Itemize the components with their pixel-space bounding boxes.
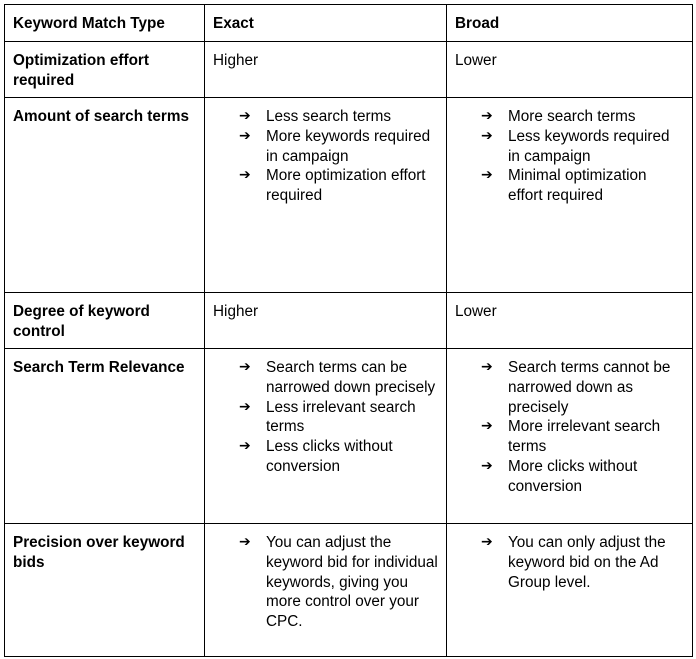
arrow-right-icon: ➔	[481, 167, 493, 184]
exact-list-cell	[205, 524, 447, 657]
list-item: ➔ Search terms can be narrowed down precisely	[239, 359, 436, 396]
exact-list	[213, 533, 438, 632]
table-row	[5, 98, 693, 293]
list-item: ➔ Search terms cannot be narrowed down as precisely	[481, 359, 671, 416]
list-item: ➔ Less keywords required in campaign	[481, 127, 670, 165]
arrow-right-icon: ➔	[481, 127, 493, 144]
broad-list	[455, 107, 684, 206]
exact-list-cell	[205, 98, 447, 293]
list-item: ➔ Minimal optimization effort required	[481, 167, 647, 205]
table-row	[5, 349, 693, 524]
list-item: ➔ Less search terms	[239, 108, 391, 125]
header-row	[5, 5, 693, 42]
table-row	[5, 42, 693, 98]
exact-list	[213, 107, 438, 206]
exact-value: Higher	[205, 293, 447, 349]
row-label: Precision over keyword bids	[5, 524, 205, 657]
row-label: Optimization effort required	[5, 42, 205, 98]
broad-list-cell	[447, 349, 693, 524]
list-item: ➔ More clicks without conversion	[481, 457, 638, 495]
header-exact: Exact	[205, 5, 447, 42]
broad-list	[455, 358, 684, 497]
list-item: ➔ More irrelevant search terms	[481, 418, 661, 456]
arrow-right-icon: ➔	[481, 457, 493, 474]
list-item: ➔ You can adjust the keyword bid for individual keywords, giving you more control over your CPC.	[239, 534, 438, 631]
row-label: Amount of search terms	[5, 98, 205, 293]
broad-value: Lower	[447, 42, 693, 98]
table-row	[5, 293, 693, 349]
arrow-right-icon: ➔	[481, 108, 493, 124]
arrow-right-icon: ➔	[239, 398, 251, 415]
arrow-right-icon: ➔	[239, 108, 251, 124]
arrow-right-icon: ➔	[239, 127, 251, 144]
exact-value: Higher	[205, 42, 447, 98]
list-item: ➔ More optimization effort required	[239, 167, 426, 205]
broad-list-cell	[447, 98, 693, 293]
list-item: ➔ More keywords required in campaign	[239, 127, 431, 165]
table-row	[5, 524, 693, 657]
list-item: ➔ Less clicks without conversion	[239, 438, 393, 475]
list-item: ➔ Less irrelevant search terms	[239, 398, 416, 436]
header-keyword-match-type: Keyword Match Type	[5, 5, 205, 42]
header-broad: Broad	[447, 5, 693, 42]
row-label: Degree of keyword control	[5, 293, 205, 349]
arrow-right-icon: ➔	[239, 167, 251, 184]
list-item: ➔ More search terms	[481, 108, 636, 125]
broad-list	[455, 533, 684, 592]
comparison-table	[4, 4, 693, 657]
arrow-right-icon: ➔	[239, 534, 251, 550]
exact-list	[213, 358, 438, 477]
arrow-right-icon: ➔	[481, 359, 493, 375]
arrow-right-icon: ➔	[481, 418, 493, 435]
broad-value: Lower	[447, 293, 693, 349]
arrow-right-icon: ➔	[239, 438, 251, 455]
row-label: Search Term Relevance	[5, 349, 205, 524]
arrow-right-icon: ➔	[481, 534, 493, 550]
exact-list-cell	[205, 349, 447, 524]
broad-list-cell	[447, 524, 693, 657]
arrow-right-icon: ➔	[239, 359, 251, 375]
list-item: ➔ You can only adjust the keyword bid on the Ad Group level.	[481, 534, 666, 591]
